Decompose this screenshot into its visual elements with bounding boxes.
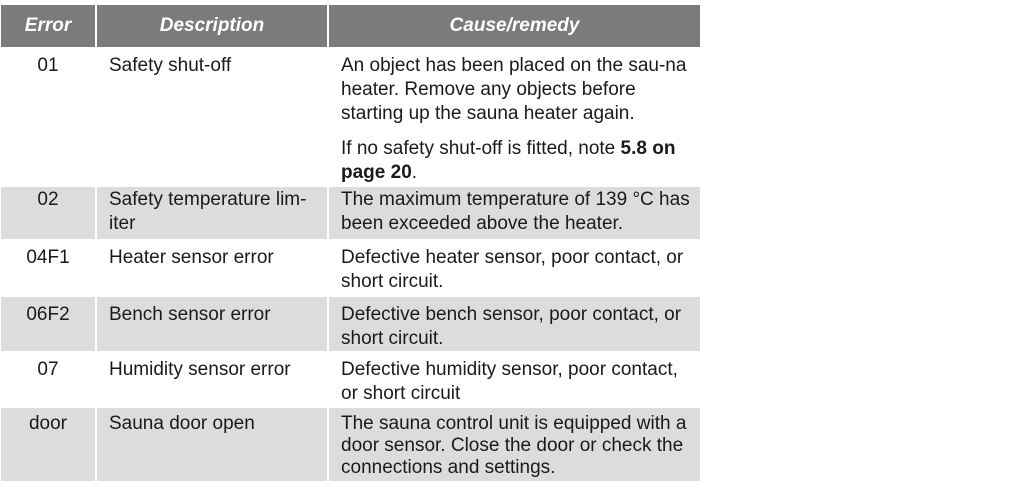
cause-remedy-text: The sauna control unit is equipped with a door sensor. Close the door or check the connections and settings. [329,408,700,483]
table-row [1,187,700,241]
cause-remedy-cell [329,49,700,187]
header-cause-remedy: Cause/remedy [329,5,700,49]
error-description: Heater sensor error [97,241,329,297]
table-row [1,353,700,408]
header-description: Description [97,5,329,49]
note-end: . [411,162,418,183]
cause-remedy-note [341,137,692,185]
cause-remedy-text: The maximum temperature of 139 °C has been exceeded above the heater. [329,187,700,241]
table-row [1,408,700,483]
error-description: Sauna door open [97,408,329,483]
error-code: 04F1 [1,241,97,297]
error-code: 06F2 [1,297,97,353]
error-description: Humidity sensor error [97,353,329,408]
note-text: If no safety shut-off is fitted, note [341,138,621,159]
cause-remedy-text: Defective bench sensor, poor contact, or short circuit. [329,297,700,353]
table-header-row [1,5,700,49]
header-error: Error [1,5,97,49]
table-row [1,297,700,353]
cause-remedy-text: Defective humidity sensor, poor contact, or short circuit [329,353,700,408]
error-code: 07 [1,353,97,408]
error-code: door [1,408,97,483]
error-code: 01 [1,49,97,187]
error-description: Bench sensor error [97,297,329,353]
error-code: 02 [1,187,97,241]
error-description: Safety temperature lim-iter [97,187,329,241]
page-reference-link[interactable]: 5.8 on page 20 [341,138,676,183]
cause-remedy-text: An object has been placed on the sau-na heater. Remove any objects before starting up the sauna heater again. [341,55,687,124]
table-row [1,49,700,187]
error-code-table [1,5,700,483]
table-row [1,241,700,297]
cause-remedy-text: Defective heater sensor, poor contact, or short circuit. [329,241,700,297]
error-description: Safety shut-off [97,49,329,187]
